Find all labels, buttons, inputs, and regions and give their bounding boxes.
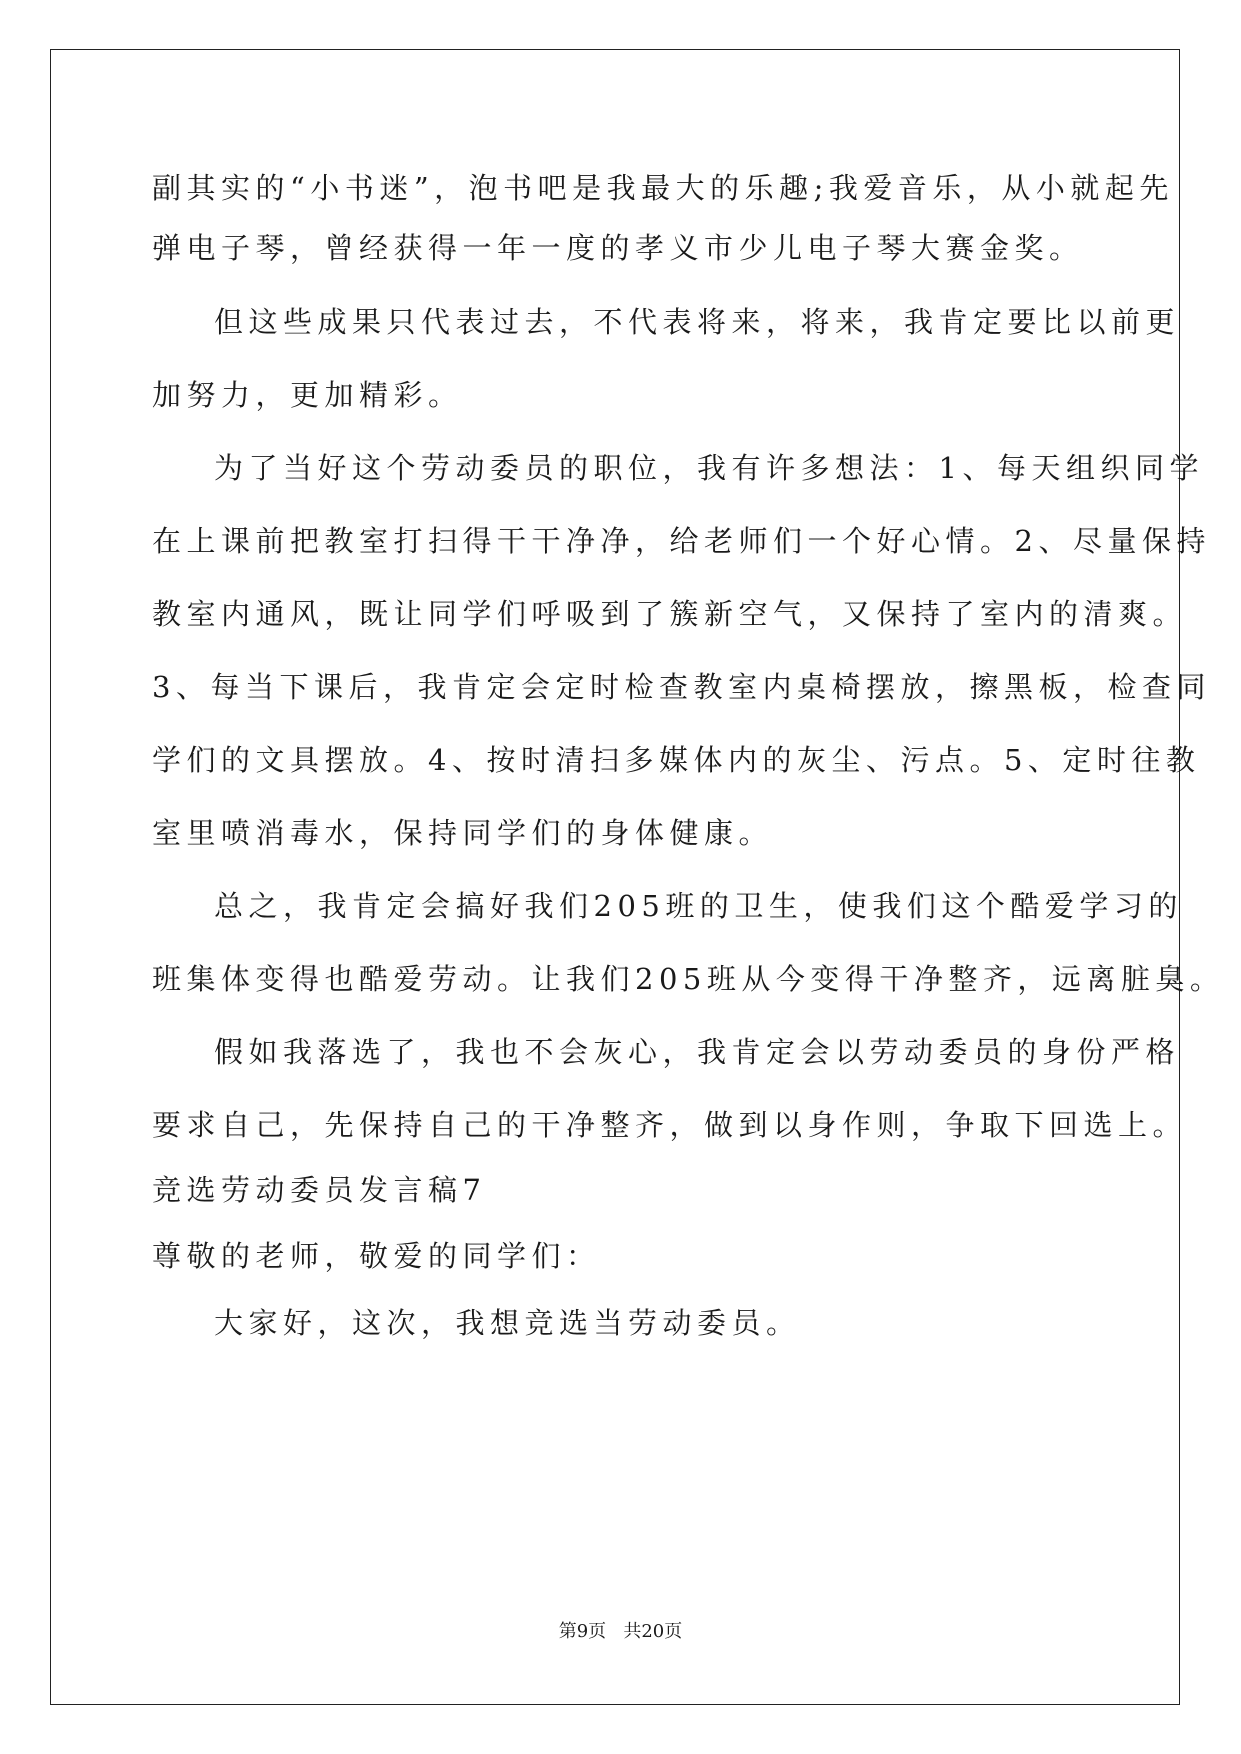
text-line: 3、每当下课后，我肯定会定时检查教室内桌椅摆放，擦黑板，检查同: [152, 670, 1211, 704]
text-line: 学们的文具摆放。4、按时清扫多媒体内的灰尘、污点。5、定时往教: [152, 743, 1201, 777]
paragraph-first-line: 假如我落选了，我也不会灰心，我肯定会以劳动委员的身份严格: [214, 1035, 1181, 1069]
text-line: 副其实的“小书迷”，泡书吧是我最大的乐趣;我爱音乐，从小就起先: [152, 171, 1174, 205]
text-line: 教室内通风，既让同学们呼吸到了簇新空气，又保持了室内的清爽。: [152, 597, 1188, 631]
paragraph-first-line: 为了当好这个劳动委员的职位，我有许多想法：1、每天组织同学: [214, 451, 1204, 485]
text-line: 弹电子琴，曾经获得一年一度的孝义市少儿电子琴大赛金奖。: [152, 231, 1084, 265]
salutation: 尊敬的老师，敬爱的同学们：: [152, 1239, 601, 1273]
paragraph-first-line: 大家好，这次，我想竞选当劳动委员。: [214, 1306, 801, 1340]
text-line: 要求自己，先保持自己的干净整齐，做到以身作则，争取下回选上。: [152, 1108, 1188, 1142]
paragraph-first-line: 但这些成果只代表过去，不代表将来，将来，我肯定要比以前更: [214, 305, 1181, 339]
text-line: 室里喷消毒水，保持同学们的身体健康。: [152, 816, 774, 850]
paragraph-first-line: 总之，我肯定会搞好我们205班的卫生，使我们这个酷爱学习的: [214, 889, 1183, 923]
text-line: 班集体变得也酷爱劳动。让我们205班从今变得干净整齐，远离脏臭。: [152, 962, 1225, 996]
text-line: 加努力，更加精彩。: [152, 378, 463, 412]
section-title: 竞选劳动委员发言稿7: [152, 1173, 487, 1207]
page-number: 第9页 共20页: [558, 1621, 683, 1642]
page-frame: [50, 49, 1180, 1705]
text-line: 在上课前把教室打扫得干干净净，给老师们一个好心情。2、尽量保持: [152, 524, 1211, 558]
